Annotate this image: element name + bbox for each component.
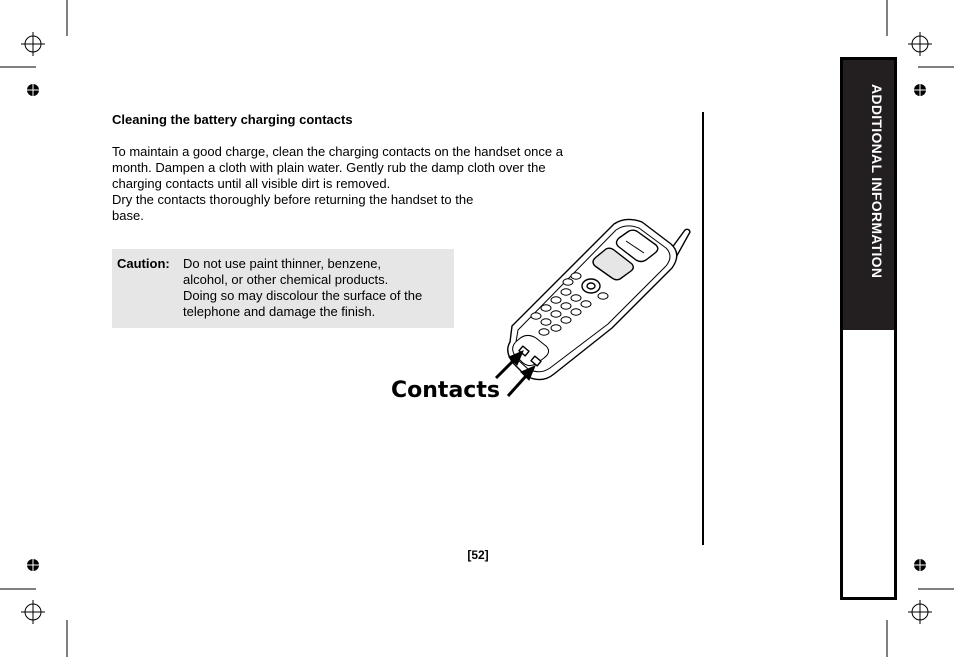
- body-line: To maintain a good charge, clean the charging contacts on the handset once a: [112, 144, 563, 159]
- page-number: [52]: [467, 548, 489, 562]
- registration-mark-top-left: [21, 32, 45, 56]
- registration-mark-bottom-right: [908, 600, 932, 624]
- caution-line: Do not use paint thinner, benzene,: [183, 256, 382, 271]
- body-line: base.: [112, 208, 144, 223]
- caution-line: alcohol, or other chemical products.: [183, 272, 389, 287]
- contacts-callout: Contacts: [391, 378, 500, 403]
- body-line: charging contacts until all visible dirt is removed.: [112, 176, 391, 191]
- registration-mark-top-right: [908, 32, 932, 56]
- registration-mark-bottom-left: [21, 600, 45, 624]
- section-side-tab: [840, 57, 897, 600]
- side-tab-label: ADDITIONAL INFORMATION: [869, 84, 885, 279]
- side-tab-header: [843, 60, 894, 330]
- caution-label: Caution:: [117, 256, 170, 271]
- body-paragraph: [112, 144, 563, 224]
- column-divider: [702, 112, 704, 545]
- caution-line: telephone and damage the finish.: [183, 304, 376, 319]
- caution-line: Doing so may discolour the surface of the: [183, 288, 423, 303]
- section-title: Cleaning the battery charging contacts: [112, 112, 353, 127]
- body-line: month. Dampen a cloth with plain water. Gently rub the damp cloth over the: [112, 160, 546, 175]
- body-line: Dry the contacts thoroughly before returning the handset to the: [112, 192, 474, 207]
- cordless-handset-icon: [386, 214, 698, 404]
